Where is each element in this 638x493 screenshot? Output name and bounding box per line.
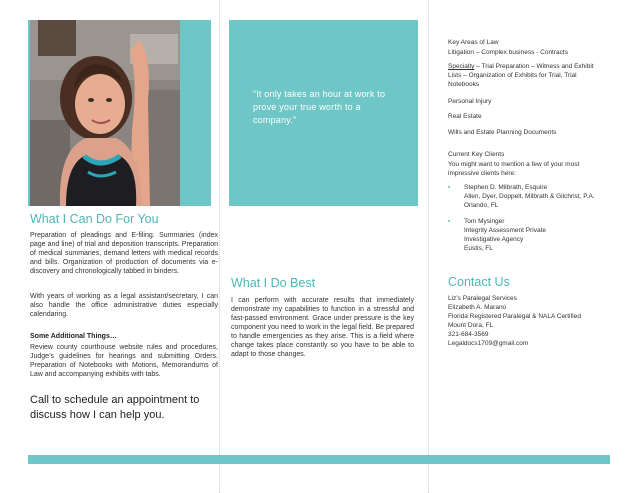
specialty-label: Specialty bbox=[448, 63, 475, 70]
client-list bbox=[448, 183, 608, 253]
client-firm-line2: Investigative Agency bbox=[464, 236, 524, 243]
contact-phone[interactable]: 321-684-3569 bbox=[448, 331, 489, 338]
contact-certification: Florida Registered Paralegal & NALA Certified bbox=[448, 313, 581, 320]
client-firm: Allen, Dyer, Doppelt, Milbrath & Gilchrist, P.A. bbox=[464, 193, 595, 200]
additional-paragraph: Review county courthouse website rules and procedures, Judge’s guidelines for hearings and submitting Orders. Preparation of Notebooks with Motions, Memorandums of Law and accompanying exhibits with tabs. bbox=[30, 344, 218, 378]
admin-paragraph: With years of working as a legal assistant/secretary, I can also handle the office administrative duties especially calendaring. bbox=[30, 293, 218, 318]
call-to-action: Call to schedule an appointment to discuss how I can help you. bbox=[30, 394, 200, 421]
bullet-icon: ▪ bbox=[448, 218, 451, 225]
specialty-text: – Trial Preparation – Witness and Exhibit Lists – Organization of Exhibits for Trial, Trial Notebooks bbox=[448, 63, 594, 88]
fold-line-right bbox=[428, 0, 429, 493]
client-location: Orlando, FL bbox=[464, 202, 499, 209]
clients-intro: You might want to mention a few of your most impressive clients here: bbox=[448, 161, 580, 177]
business-name: Liz’s Paralegal Services bbox=[448, 295, 517, 302]
client-name: Tom Mysinger bbox=[464, 218, 505, 225]
additional-things-heading: Some Additional Things… bbox=[30, 333, 117, 340]
contact-person: Elizabeth A. Marano bbox=[448, 304, 507, 311]
key-clients-heading: Current Key Clients bbox=[448, 151, 505, 158]
key-areas-heading: Key Areas of Law bbox=[448, 39, 499, 46]
footer-bar bbox=[28, 455, 610, 464]
contact-email[interactable]: Legaldocs1709@gmail.com bbox=[448, 340, 529, 347]
bullet-icon: ▪ bbox=[448, 184, 451, 191]
area-real-estate: Real Estate bbox=[448, 113, 482, 120]
contact-city: Mount Dora, FL bbox=[448, 322, 494, 329]
section-title-contact: Contact Us bbox=[448, 275, 510, 289]
area-specialty bbox=[448, 62, 608, 89]
section-title-what-i-can-do: What I Can Do For You bbox=[30, 212, 159, 226]
client-item bbox=[448, 183, 608, 210]
best-paragraph: I can perform with accurate results that immediately demonstrate my capabilities to function in a stressful and fast-passed environment. Grace under pressure is the key component you need to work in the legal field. Be prepared to handle emergencies as they arise. This is a field where change takes place constantly so you have to be able to adapt to those changes. bbox=[231, 297, 414, 358]
services-paragraph: Preparation of pleadings and E-filing. Summaries (index page and line) of trial and deposition transcripts. Preparation of medical summaries, demand letters with medical records and bills. Organization of production of documents via e-discovery and chronologically tabbed in binders. bbox=[30, 232, 218, 275]
quote-text: “It only takes an hour at work to prove your true worth to a company.” bbox=[253, 89, 386, 125]
client-item bbox=[448, 217, 608, 253]
area-litigation: Litigation – Complex business - Contracts bbox=[448, 49, 568, 56]
area-wills: Wills and Estate Planning Documents bbox=[448, 129, 557, 136]
area-personal-injury: Personal Injury bbox=[448, 98, 492, 105]
section-title-what-i-do-best: What I Do Best bbox=[231, 276, 316, 290]
client-firm: Integrity Assessment Private bbox=[464, 227, 547, 234]
profile-photo bbox=[30, 20, 180, 206]
client-name: Stephen D. Milbrath, Esquire bbox=[464, 184, 548, 191]
client-location: Eustis, FL bbox=[464, 245, 493, 252]
